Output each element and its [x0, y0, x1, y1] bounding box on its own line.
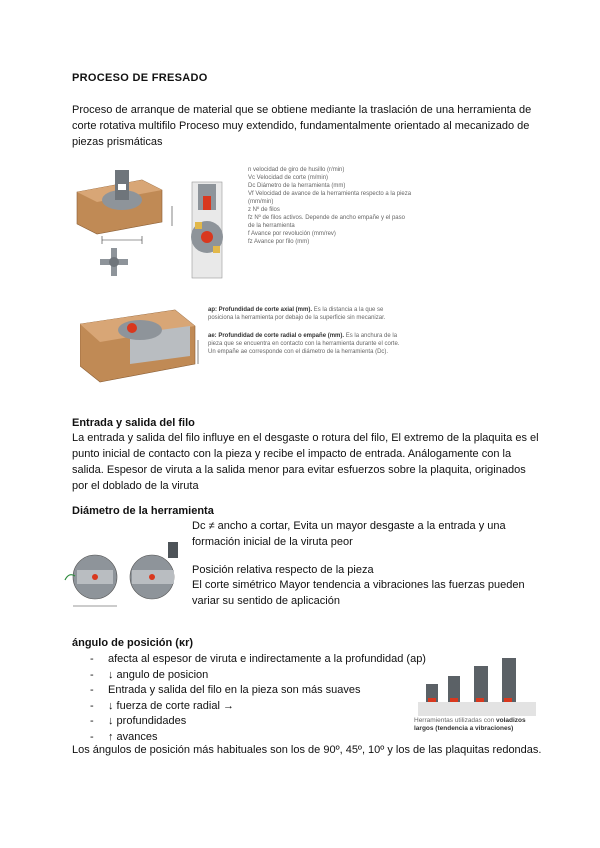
- tools-caption: [414, 717, 544, 733]
- legend-item: f Avance por revolución (mm/rev): [248, 231, 336, 237]
- tools-figure: [418, 658, 536, 716]
- ap-label: ap: Profundidad de corte axial (mm).: [208, 307, 313, 313]
- section-heading-angulo: ángulo de posición (κr): [72, 637, 194, 649]
- list-item: - ↓ profundidades: [90, 715, 187, 727]
- legend-item: Vf Velocidad de avance de la herramienta respecto a la pieza (mm/min): [248, 191, 412, 205]
- legend-item: fz Avance por filo (mm): [248, 239, 310, 245]
- legend-item: Vc Velocidad de corte (m/min): [248, 175, 329, 181]
- legend-item: Dc Diámetro de la herramienta (mm): [248, 183, 346, 189]
- depth-of-cut-figure: [80, 304, 200, 386]
- list-item: - ↓ angulo de posicion: [90, 668, 209, 681]
- figure-legend: [248, 166, 413, 246]
- list-item: - Entrada y salida del filo en la pieza son más suaves: [90, 684, 361, 696]
- depth-definitions: [208, 306, 408, 356]
- list-item: - ↓ fuerza de corte radial →: [90, 699, 234, 712]
- list-item: - afecta al espesor de viruta e indirectamente a la profundidad (ap): [90, 653, 426, 665]
- angulo-closing: Los ángulos de posición más habituales son los de 90º, 45º, 10º y los de las plaquitas redondas.: [72, 744, 542, 756]
- diameter-diagram-svg: [60, 540, 185, 615]
- intro-paragraph: Proceso de arranque de material que se obtiene mediante la traslación de una herramienta de corte rotativa multifilo Proceso muy extendido, fundamentalmente orientado al mecanizado de piezas prismáticas: [72, 104, 532, 148]
- tools-diagram-svg: [418, 658, 536, 716]
- section-heading-diametro: Diámetro de la herramienta: [72, 505, 214, 517]
- page-title: PROCESO DE FRESADO: [72, 72, 208, 84]
- diametro-line3: El corte simétrico Mayor tendencia a vibraciones las fuerzas pueden variar su sentido de aplicación: [192, 579, 525, 607]
- diametro-line2: Posición relativa respecto de la pieza: [192, 564, 374, 576]
- legend-item: n velocidad de giro de husillo (r/min): [248, 167, 345, 173]
- legend-item: fz Nº de filos activos. Depende de ancho empañe y el paso de la herramienta: [248, 215, 405, 229]
- list-item: - ↑ avances: [90, 730, 158, 743]
- tools-caption-plain: Herramientas utilizadas con: [414, 717, 495, 724]
- section-heading-entrada: Entrada y salida del filo: [72, 417, 195, 429]
- ae-text: Es la anchura de la pieza que se encuentra en contacto con la herramienta durante el corte. Un empañe ae corresponde con el diámetro de la herramienta (Dc).: [208, 333, 400, 355]
- legend-item: z Nº de filos: [248, 207, 280, 213]
- depth-diagram-svg: [80, 304, 200, 386]
- section-text-entrada: La entrada y salida del filo influye en el desgaste o rotura del filo, El extremo de la plaquita es el punto inicial de contacto con la pieza y recibe el impacto de entrada. Análogamente con la salida. Espesor de viruta a la salida menor para evitar esfuerzos sobre la plaquita, originados por el doblado de la viruta: [72, 432, 539, 492]
- angulo-list: [90, 652, 426, 745]
- ae-label: ae: Profundidad de corte radial o empañe (mm).: [208, 333, 345, 339]
- ap-text: Es la distancia a la que se posiciona la herramienta por debajo de la superficie sin mecanizar.: [208, 307, 386, 321]
- diameter-figure: [60, 540, 185, 615]
- tools-caption-bold: voladizos largos (tendencia a vibraciones): [414, 717, 526, 732]
- diametro-line1: Dc ≠ ancho a cortar, Evita un mayor desgaste a la entrada y una formación inicial de la viruta peor: [192, 520, 506, 548]
